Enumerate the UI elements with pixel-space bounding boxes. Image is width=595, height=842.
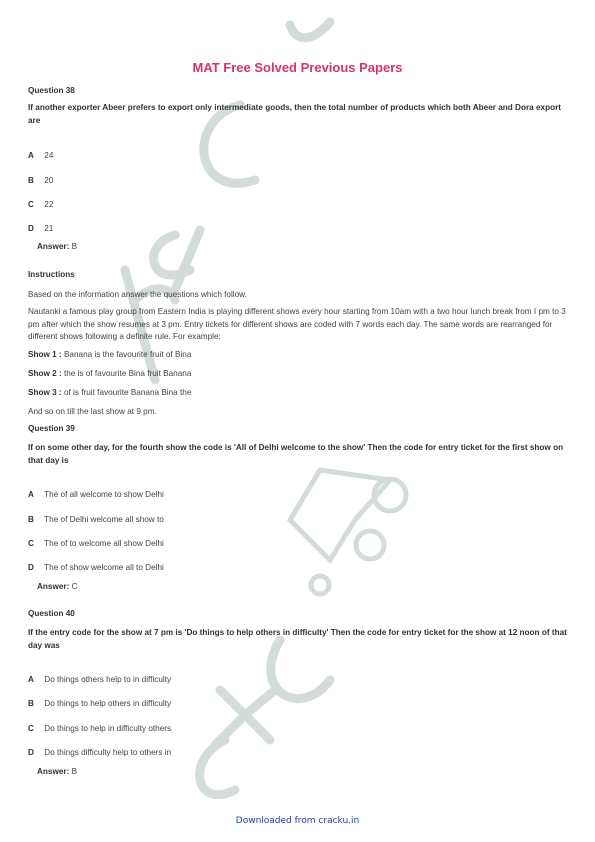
question-40-label: Question 40 xyxy=(28,609,75,618)
option-text: Do things others help to in difficulty xyxy=(44,675,172,684)
question-38-answer xyxy=(37,242,77,251)
question-39-option-a[interactable] xyxy=(28,490,164,499)
watermark-ring-1 xyxy=(374,479,406,511)
option-text: 21 xyxy=(44,224,54,233)
show-text: Banana is the favourite fruit of Bina xyxy=(63,350,192,359)
option-text: The of show welcome all to Delhi xyxy=(44,563,164,572)
show-example-2 xyxy=(28,369,191,378)
question-38-label: Question 38 xyxy=(28,86,75,95)
question-39-label: Question 39 xyxy=(28,424,75,433)
question-38-option-b[interactable] xyxy=(28,176,53,185)
show-text: the is of favourite Bina fruit Banana xyxy=(63,369,192,378)
page-header-title: MAT Free Solved Previous Papers xyxy=(192,60,403,75)
option-letter: C xyxy=(28,724,34,733)
question-39-option-c[interactable] xyxy=(28,539,164,548)
option-letter: D xyxy=(28,563,34,572)
option-text: The of all welcome to show Delhi xyxy=(44,490,164,499)
show-label: Show 1 : xyxy=(28,350,62,359)
watermark-ring-2 xyxy=(356,531,384,559)
watermark-a-stem xyxy=(175,230,200,290)
question-38-option-a[interactable] xyxy=(28,151,53,160)
watermark-ring-3 xyxy=(311,576,329,594)
question-40-option-a[interactable] xyxy=(28,675,171,684)
option-text: The of to welcome all show Delhi xyxy=(44,539,164,548)
watermark-c-top xyxy=(290,22,330,38)
option-letter: B xyxy=(28,699,34,708)
download-source-link[interactable]: Downloaded from cracku.in xyxy=(235,816,360,826)
question-38-option-d[interactable] xyxy=(28,224,53,233)
option-text: The of Delhi welcome all show to xyxy=(44,515,164,524)
question-39-answer xyxy=(37,582,78,591)
show-text: of is fruit favourite Banana Bina the xyxy=(63,388,192,397)
question-40-option-d[interactable] xyxy=(28,748,171,757)
answer-value: C xyxy=(71,582,78,591)
show-label: Show 2 : xyxy=(28,369,62,378)
question-39-option-b[interactable] xyxy=(28,515,164,524)
answer-label: Answer: xyxy=(37,767,70,776)
question-40-answer xyxy=(37,767,77,776)
instructions-closing: And so on till the last show at 9 pm. xyxy=(28,407,157,416)
option-letter: A xyxy=(28,151,34,160)
instructions-intro: Based on the information answer the questions which follow. xyxy=(28,290,247,299)
option-letter: A xyxy=(28,490,34,499)
option-letter: B xyxy=(28,176,34,185)
question-39-text: If on some other day, for the fourth show the code is 'All of Delhi welcome to the show' Then the code for entry ticket for the first show on that day is xyxy=(28,443,564,465)
option-text: 22 xyxy=(44,200,54,209)
answer-label: Answer: xyxy=(37,582,70,591)
option-letter: D xyxy=(28,748,34,757)
option-letter: B xyxy=(28,515,34,524)
instructions-paragraph: Nautanki a famous play group from Eastern India is playing different shows every hour starting from 10am with a two hour lunch break from I pm to 3 pm after which the show resumes at 3 pm. Entry tickets for different shows are coded with 7 words each day. The same words are rearranged for different shows following a definite rule. For example: xyxy=(28,307,566,341)
instructions-label: Instructions xyxy=(28,270,75,279)
question-39-option-d[interactable] xyxy=(28,563,164,572)
show-example-1 xyxy=(28,350,191,359)
option-text: 20 xyxy=(44,176,54,185)
show-label: Show 3 : xyxy=(28,388,62,397)
watermark-c-bottom xyxy=(200,740,235,795)
option-letter: A xyxy=(28,675,34,684)
show-example-3 xyxy=(28,388,191,397)
option-text: Do things to help in difficulty others xyxy=(44,724,172,733)
option-letter: C xyxy=(28,200,34,209)
question-40-option-b[interactable] xyxy=(28,699,171,708)
answer-label: Answer: xyxy=(37,242,70,251)
option-text: Do things to help others in difficulty xyxy=(44,699,172,708)
option-text: Do things difficulty help to others in xyxy=(44,748,172,757)
option-letter: D xyxy=(28,224,34,233)
question-38-text: If another exporter Abeer prefers to export only intermediate goods, then the total number of products which both Abeer and Dora export are xyxy=(28,103,562,125)
option-letter: C xyxy=(28,539,34,548)
watermark-a xyxy=(154,235,190,275)
watermark-k-stem xyxy=(220,690,270,740)
question-38-option-c[interactable] xyxy=(28,200,53,209)
option-text: 24 xyxy=(44,151,54,160)
question-40-option-c[interactable] xyxy=(28,724,171,733)
question-40-text: If the entry code for the show at 7 pm is 'Do things to help others in difficulty' Then the code for entry ticket for the show at 12 noon of that day was xyxy=(28,628,567,650)
answer-value: B xyxy=(71,767,78,776)
answer-value: B xyxy=(71,242,78,251)
